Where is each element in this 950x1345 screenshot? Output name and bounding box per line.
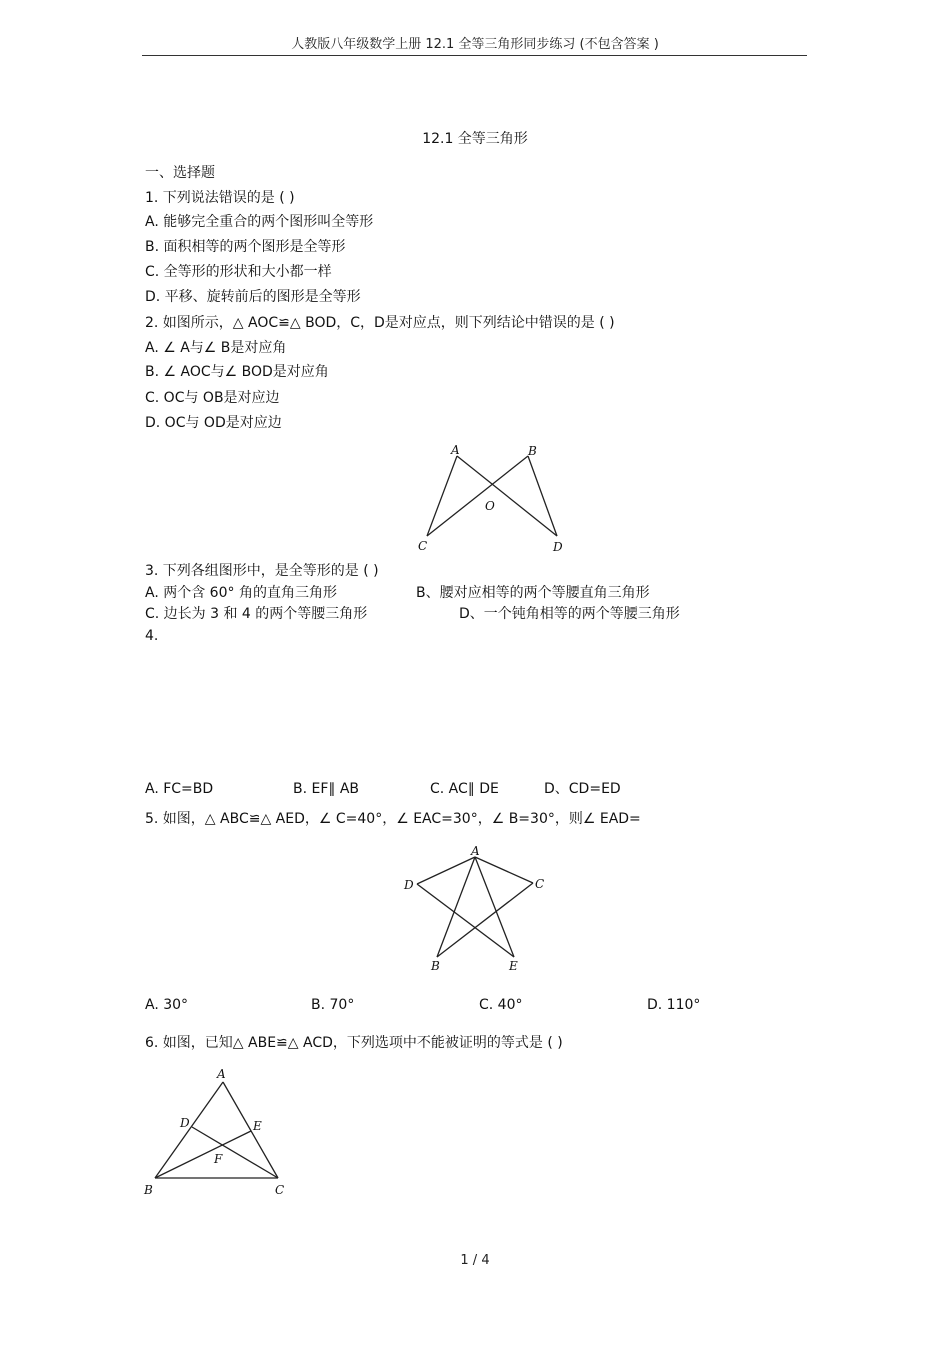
q3-option-b: B、腰对应相等的两个等腰直角三角形 <box>416 585 650 601</box>
q1-option-c: C. 全等形的形状和大小都一样 <box>145 264 332 280</box>
q2-label-c: C <box>418 539 428 553</box>
q6-label-f: F <box>214 1152 223 1166</box>
q6-label-c: C <box>275 1183 285 1197</box>
q6-label-d: D <box>180 1116 190 1130</box>
q5-stem: 5. 如图，△ ABC≌△ AED，∠ C=40°，∠ EAC=30°，∠ B=30°，则∠ EAD= <box>145 811 641 827</box>
q2-label-o: O <box>485 499 495 513</box>
q2-option-b: B. ∠ AOC与∠ BOD是对应角 <box>145 364 329 380</box>
q3-option-c: C. 边长为 3 和 4 的两个等腰三角形 <box>145 606 368 622</box>
q5-option-a: A. 30° <box>145 997 189 1013</box>
q2-label-d: D <box>553 540 563 554</box>
q1-option-b: B. 面积相等的两个图形是全等形 <box>145 239 346 255</box>
q4-stem: 4. <box>145 628 159 644</box>
q1-option-a: A. 能够完全重合的两个图形叫全等形 <box>145 214 374 230</box>
header-divider <box>142 55 807 56</box>
q6-figure <box>135 1060 305 1205</box>
q6-label-e: E <box>253 1119 262 1133</box>
q6-label-b: B <box>144 1183 153 1197</box>
q6-line-B-E <box>155 1131 251 1178</box>
q5-figure <box>400 840 560 975</box>
q6-stem: 6. 如图，已知△ ABE≌△ ACD，下列选项中不能被证明的等式是 ( ) <box>145 1035 563 1051</box>
q4-option-b: B. EF∥ AB <box>293 781 360 797</box>
q1-stem: 1. 下列说法错误的是 ( ) <box>145 190 295 206</box>
q5-label-d: D <box>404 878 414 892</box>
q3-stem: 3. 下列各组图形中，是全等形的是 ( ) <box>145 563 379 579</box>
q5-label-a: A <box>471 844 480 858</box>
q2-stem: 2. 如图所示，△ AOC≌△ BOD，C，D是对应点，则下列结论中错误的是 ( ) <box>145 315 615 331</box>
q3-option-a: A. 两个含 60° 角的直角三角形 <box>145 585 337 601</box>
q6-line-D-C <box>192 1127 278 1178</box>
q3-option-d: D、一个钝角相等的两个等腰三角形 <box>459 606 680 622</box>
q5-label-c: C <box>535 877 545 891</box>
q4-option-c: C. AC∥ DE <box>430 781 499 797</box>
page-title: 12.1 全等三角形 <box>422 131 528 147</box>
q5-option-c: C. 40° <box>479 997 523 1013</box>
section-heading: 一、选择题 <box>145 165 215 181</box>
q4-option-d: D、CD=ED <box>544 781 621 797</box>
q2-label-a: A <box>451 443 460 457</box>
q2-option-c: C. OC与 OB是对应边 <box>145 390 280 406</box>
q4-option-a: A. FC=BD <box>145 781 214 797</box>
q6-line-A-B <box>155 1082 223 1178</box>
page-number: 1 / 4 <box>460 1253 490 1268</box>
q5-label-e: E <box>509 959 518 973</box>
q5-option-d: D. 110° <box>647 997 701 1013</box>
q6-label-a: A <box>217 1067 226 1081</box>
q2-option-a: A. ∠ A与∠ B是对应角 <box>145 340 287 356</box>
q1-option-d: D. 平移、旋转前后的图形是全等形 <box>145 289 361 305</box>
q2-label-b: B <box>528 444 537 458</box>
q6-line-A-C <box>223 1082 278 1178</box>
q2-figure <box>410 438 570 558</box>
q5-label-b: B <box>431 959 440 973</box>
page-header: 人教版八年级数学上册 12.1 全等三角形同步练习 (不包含答案 ) <box>291 37 659 52</box>
q5-option-b: B. 70° <box>311 997 355 1013</box>
q2-option-d: D. OC与 OD是对应边 <box>145 415 282 431</box>
